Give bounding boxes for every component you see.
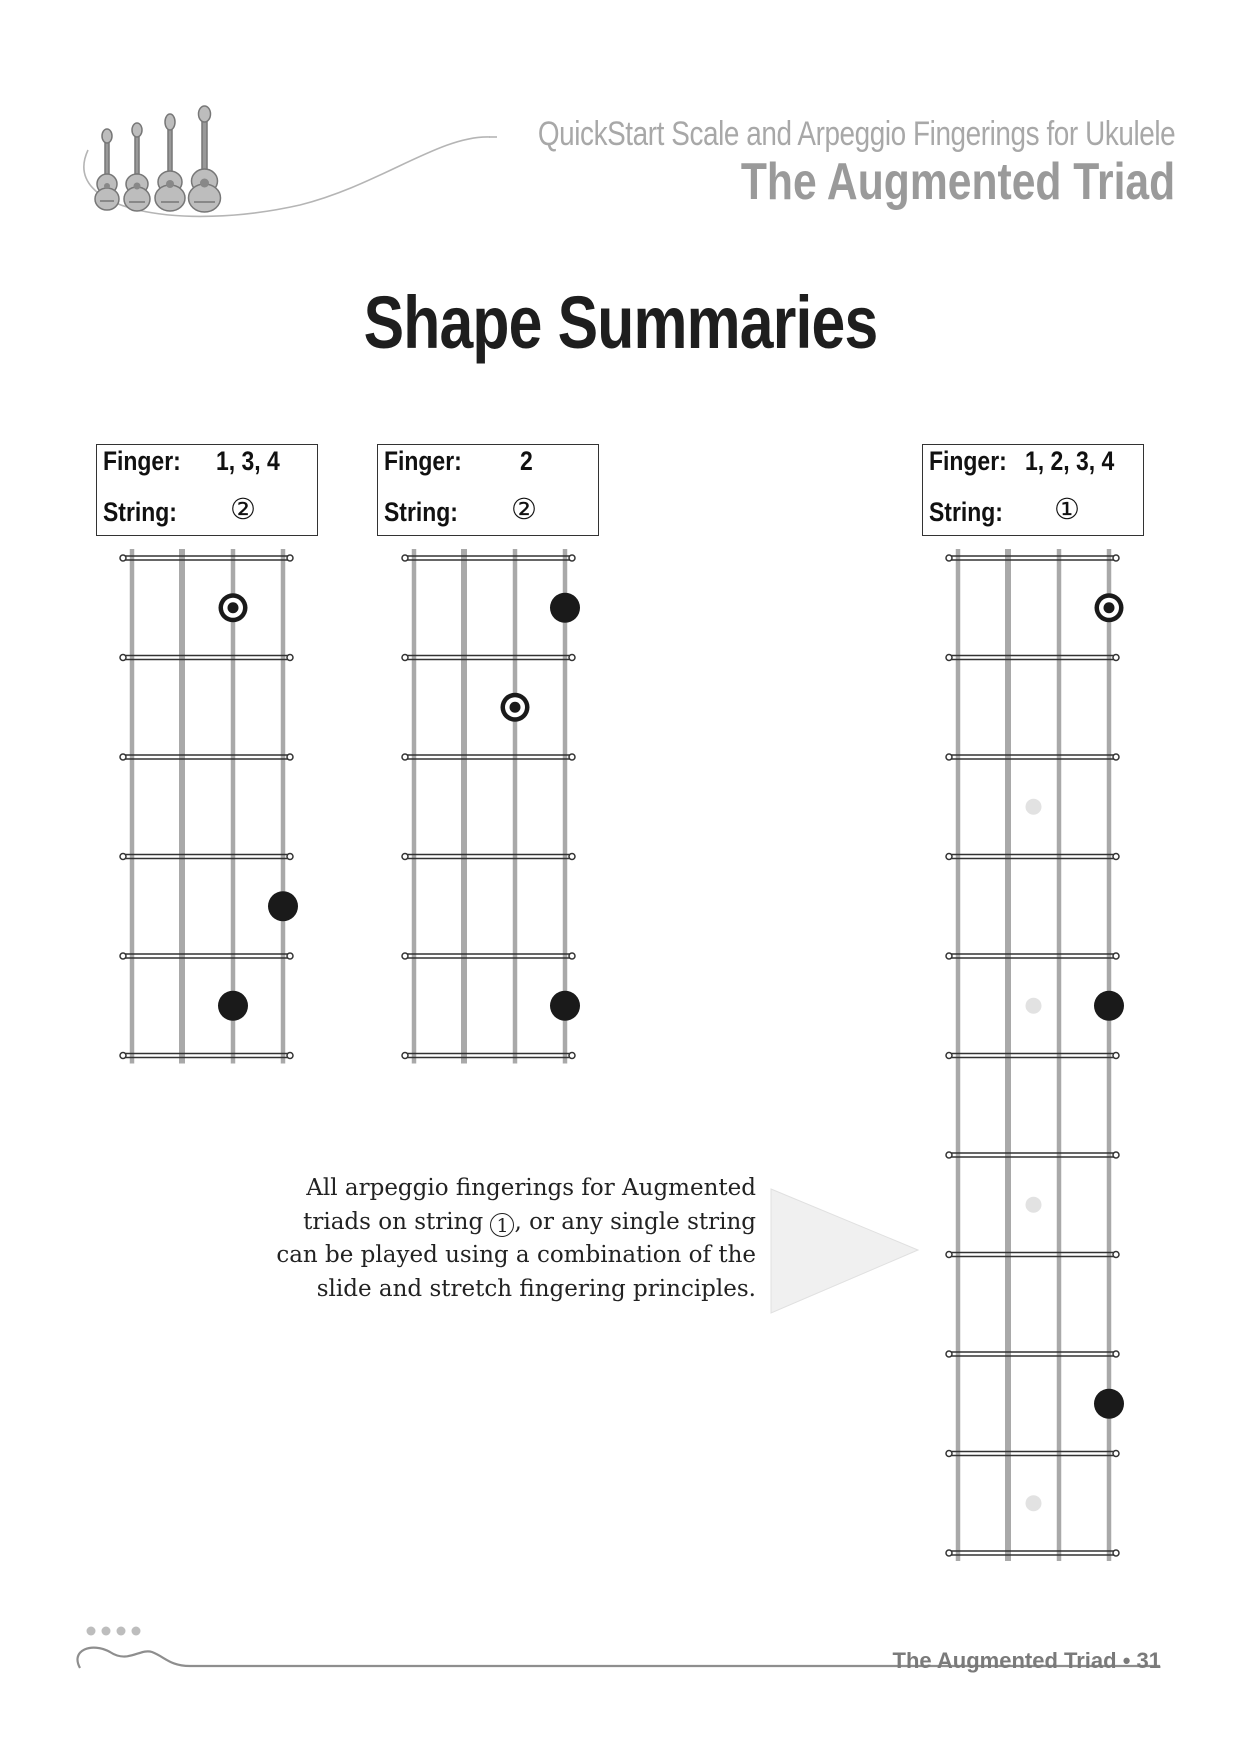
fret-wire <box>402 1053 575 1059</box>
finger-label: Finger: <box>929 446 1007 476</box>
shape-1-info-box <box>96 444 318 536</box>
string-value: ② <box>230 492 256 526</box>
fret-wire <box>120 555 293 561</box>
fret-wire <box>946 655 1119 661</box>
fretboard-shape-2 <box>400 545 582 1068</box>
fret-wire <box>946 1451 1119 1457</box>
note-dot <box>268 891 298 921</box>
caption-line-1: All arpeggio fingerings for Augmented <box>306 1175 756 1201</box>
fret-wire <box>946 1252 1119 1258</box>
header <box>398 115 1175 212</box>
header-subtitle: QuickStart Scale and Arpeggio Fingerings for Ukulele <box>537 115 1175 153</box>
fret-marker <box>1026 1197 1042 1213</box>
fret-marker <box>1026 1495 1042 1511</box>
finger-label: Finger: <box>384 446 462 476</box>
fret-wire <box>946 953 1119 959</box>
finger-value: 1, 2, 3, 4 <box>1025 446 1115 476</box>
string-1-circle <box>490 1213 514 1237</box>
fret-wire <box>120 655 293 661</box>
page-heading: Shape Summaries <box>363 281 878 364</box>
fret-marker <box>1026 998 1042 1014</box>
fretboard-shape-3 <box>944 545 1126 1565</box>
note-dot <box>218 991 248 1021</box>
shape-3-info-box <box>922 444 1144 536</box>
fret-wire <box>402 953 575 959</box>
shape-2-info-box <box>377 444 599 536</box>
string-row <box>929 492 1080 528</box>
finger-row <box>103 446 280 477</box>
finger-row <box>384 446 533 477</box>
fret-wire <box>946 1550 1119 1556</box>
finger-row <box>929 446 1115 477</box>
caption <box>240 1172 756 1306</box>
fret-wire <box>402 555 575 561</box>
root-note-dot <box>501 693 530 722</box>
string-value: ① <box>1054 492 1080 526</box>
fretboard-shape-1 <box>118 545 300 1068</box>
caption-line-2 <box>240 1206 756 1240</box>
note-dot <box>1094 1389 1124 1419</box>
caption-line-2-prefix: triads on string <box>303 1208 491 1235</box>
header-title: The Augmented Triad <box>740 153 1175 211</box>
pointer-arrow-icon <box>770 1188 920 1314</box>
fret-wire <box>946 555 1119 561</box>
fret-wire <box>946 1152 1119 1158</box>
string-1-circle-number: 1 <box>496 1214 509 1237</box>
fret-wire <box>402 754 575 760</box>
fret-wire <box>946 1053 1119 1059</box>
caption-line-3: can be played using a combination of the <box>276 1242 756 1268</box>
fret-marker <box>1026 799 1042 815</box>
fret-wire <box>120 754 293 760</box>
string-label: String: <box>929 497 1003 527</box>
string-row <box>103 492 256 528</box>
note-dot <box>1094 991 1124 1021</box>
fret-wire <box>402 854 575 860</box>
root-note-dot <box>1095 593 1124 622</box>
root-note-dot <box>219 593 248 622</box>
finger-label: Finger: <box>103 446 181 476</box>
fret-wire <box>946 754 1119 760</box>
fret-wire <box>946 854 1119 860</box>
finger-value: 1, 3, 4 <box>216 446 280 476</box>
note-dot <box>550 991 580 1021</box>
string-value: ② <box>511 492 537 526</box>
finger-value: 2 <box>520 446 533 476</box>
note-dot <box>550 593 580 623</box>
fret-wire <box>946 1351 1119 1357</box>
ukulele-logo-icon <box>70 100 250 215</box>
string-label: String: <box>103 497 177 527</box>
fret-wire <box>120 854 293 860</box>
footer-page-label: The Augmented Triad • 31 <box>892 1648 1161 1673</box>
caption-line-2-suffix: , or any single string <box>514 1208 756 1235</box>
caption-line-4: slide and stretch fingering principles. <box>316 1275 756 1302</box>
string-label: String: <box>384 497 458 527</box>
fret-wire <box>120 953 293 959</box>
fret-wire <box>402 655 575 661</box>
fret-wire <box>120 1053 293 1059</box>
string-row <box>384 492 537 528</box>
